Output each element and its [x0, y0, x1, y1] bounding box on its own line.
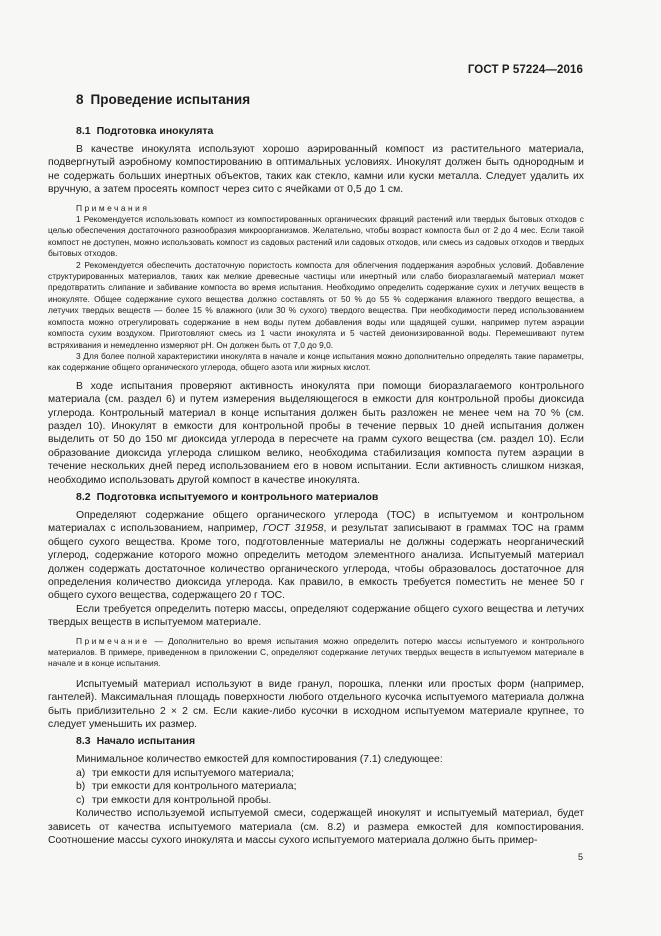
paragraph: Количество используемой испытуемой смеси, содержащей инокулят и испытуемый материал, будет зависеть от качества испытуемого материала (см. 8.2) и размера емкостей для компостирования. Соотношение массы сухого инокулята и массы сухого испытуемого материала должно быть пример-: [48, 808, 584, 846]
list-marker: b): [76, 781, 86, 793]
subsection-number: 8.2: [76, 490, 91, 503]
standard-reference: ГОСТ 31958: [262, 523, 324, 535]
subsection-8-1-heading: [76, 125, 584, 137]
subsection-number: 8.1: [76, 125, 91, 137]
paragraph: Испытуемый материал используют в виде гранул, порошка, пленки или простых форм (например, гантелей). Максимальная площадь поверхности любого отдельного кусочка испытуемого материала должна быть приблизительно 2 × 2 см. Если какие-либо кусочки в исходном испытуемом материале крупнее, то следует уменьшить их размер.: [48, 678, 584, 731]
note: [48, 636, 584, 670]
list-marker: c): [76, 794, 85, 806]
paragraph-text: , и результат записывают в граммах ТОС на грамм общего сухого вещества. Кроме того, подготовленные материалы не должны содержать неорганический углерод, содержание которого можно определить методом элементного анализа. Испытуемый материал должен содержать достаточное количество органического углерода, чтобы образовалось достаточное для определения количество диоксида углерода. Как правило, в емкость требуется поместить не менее 50 г общего сухого вещества, содержащего 20 г ТОС.: [48, 523, 584, 602]
section-number: 8: [76, 92, 84, 107]
page-body: [48, 92, 584, 847]
list-item: [48, 767, 584, 780]
list-item: [48, 794, 584, 807]
note-2: 2 Рекомендуется обеспечить достаточную пористость компоста для облегчения поддержания аэробных условий. Добавление структурированных материалов, таких как мелкие древесные частицы или инертный или слабо биоразлагаемый материал может предотвратить слипание и забивание компоста во время испытания. Необходимо определить содержание сухих и летучих веществ в инокуляте. Общее содержание сухого вещества должно составлять от 50 % до 55 % содержания влажного твердого вещества, а летучих твердых веществ — более 15 % влажного (или 30 % сухого) твердого вещества. При необходимости перед использованием компоста можно отрегулировать содержание в нем воды путем добавления воды или щадящей сушки, например путем аэрации компоста сухим воздухом. Приготовляют смесь из 1 части инокулята и 5 частей деионизированной воды. Перемешивают путем встряхивания и немедленно измеряют pH. Он должен быть от 7,0 до 9,0.: [48, 259, 584, 350]
section-title: Проведение испытания: [90, 92, 251, 107]
list-text: три емкости для контрольной пробы.: [91, 794, 272, 806]
subsection-title: Начало испытания: [96, 735, 196, 748]
note-text: — Дополнительно во время испытания можно определить потерю массы испытуемого и контрольного материалов. В примере, приведенном в приложении С, определяют содержание летучих твердых веществ в испытуемом материале в начале и в конце испытания.: [48, 635, 584, 669]
paragraph: В ходе испытания проверяют активность инокулята при помощи биоразлагаемого контрольного материала (см. раздел 6) и путем измерения выделяющегося в емкости для контрольной пробы диоксида углерода. Контрольный материал в конце испытания должен быть разложен не менее чем на 70 % (см. раздел 10). Инокулят в емкости для контрольной пробы в течение первых 10 дней испытания должен выделить от 50 до 150 мг диоксида углерода в пересчете на грамм сухого вещества (см. раздел 10). Если образование диоксида углерода слишком велико, необходима стабилизация компоста путем аэрации в течение нескольких дней перед использованием его в новом испытании. Если активность слишком низкая, необходимо использовать другой компост в качестве инокулята.: [48, 380, 584, 486]
notes-heading: Примечания: [76, 202, 150, 213]
subsection-8-2-heading: [76, 491, 584, 503]
paragraph: В качестве инокулята используют хорошо аэрированный компост из растительного материала, подвергнутый аэробному компостированию в оптимальных условиях. Инокулят должен быть однородным и не содержать больших инертных объектов, таких как стекло, камни или куски металла. Следует удалить их вручную, а затем просеять компост через сито с ячейками от 0,5 до 1 см.: [48, 144, 584, 196]
list-marker: a): [76, 767, 86, 779]
paragraph: Минимальное количество емкостей для компостирования (7.1) следующее:: [76, 754, 443, 766]
section-8-heading: [76, 92, 584, 107]
list-text: три емкости для испытуемого материала;: [91, 767, 294, 779]
note-heading: Примечание: [76, 635, 150, 646]
note-1: 1 Рекомендуется использовать компост из компостированных органических фракций растений или твердых бытовых отходов с целью обеспечения достаточного разнообразия микроорганизмов. Желательно, чтобы возраст компоста был от 2 до 4 мес. Если такой компост не доступен, можно использовать компост из садовых растений или садовых отходов, или смесь из садовых отходов и твердых бытовых отходов.: [48, 214, 584, 259]
page-number: 5: [577, 852, 583, 862]
subsection-title: Подготовка инокулята: [96, 125, 214, 137]
note-3: 3 Для более полной характеристики инокулята в начале и конце испытания можно дополнительно определять такие параметры, как содержание общего органического углерода, общего азота или жирных кислот.: [48, 350, 584, 373]
subsection-title: Подготовка испытуемого и контрольного материалов: [96, 490, 379, 503]
list-text: три емкости для контрольного материала;: [91, 781, 297, 793]
paragraph-text: Определяют содержание общего органического углерода (ТОС) в испытуемом и контрольном материалах с использованием, например,: [48, 509, 584, 535]
paragraph: [48, 509, 584, 603]
subsection-8-3-heading: [76, 735, 584, 747]
paragraph: Если требуется определить потерю массы, определяют содержание общего сухого вещества и летучих твердых веществ в испытуемом материале.: [48, 603, 584, 629]
standard-header: ГОСТ Р 57224—2016: [467, 64, 583, 76]
subsection-number: 8.3: [76, 735, 91, 748]
list-item: [48, 780, 584, 793]
